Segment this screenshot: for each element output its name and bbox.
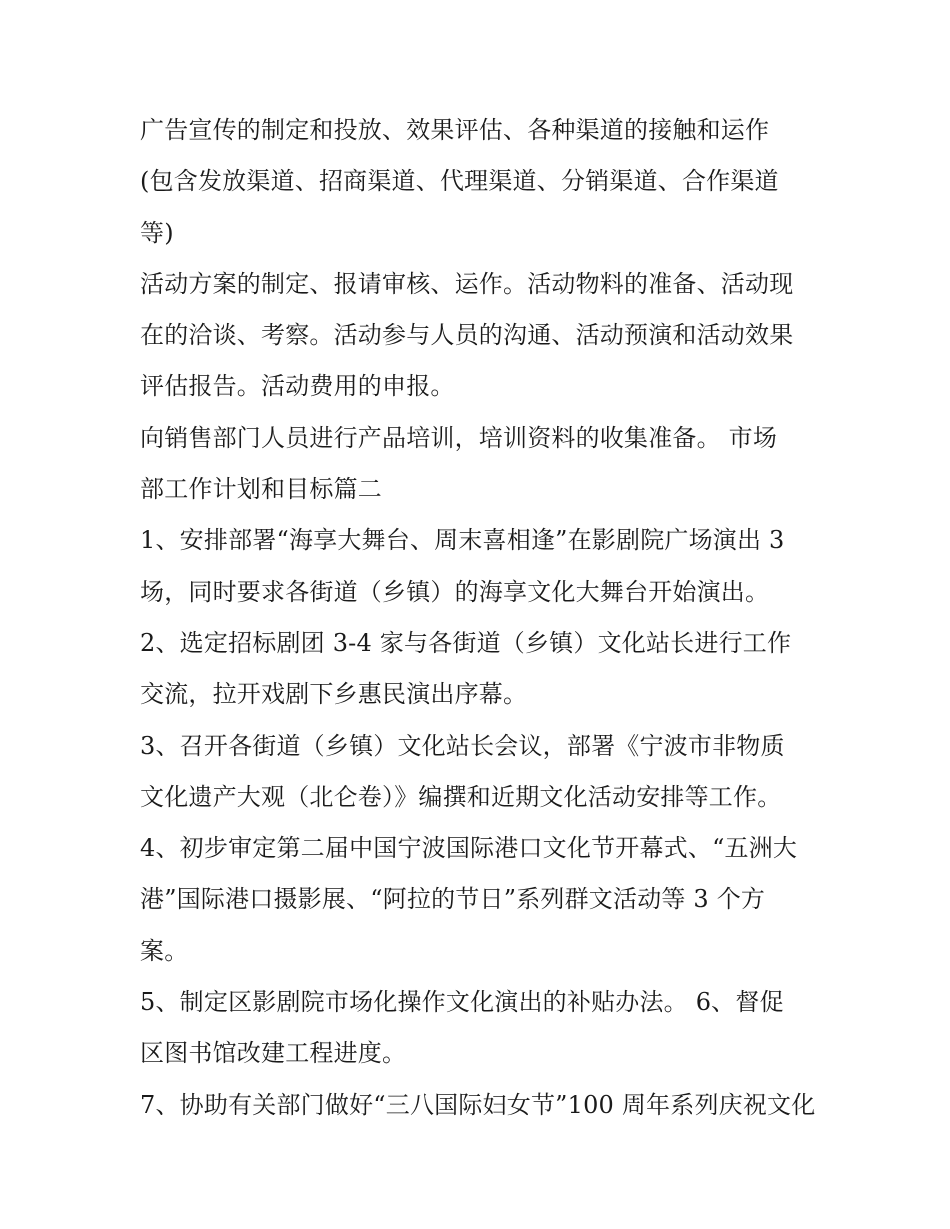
text-line: 区图书馆改建工程进度。: [140, 1039, 407, 1068]
text-line: 场，同时要求各街道（乡镇）的海享文化大舞台开始演出。: [140, 577, 770, 606]
text-line: (包含发放渠道、招商渠道、代理渠道、分销渠道、合作渠道: [140, 167, 779, 196]
text-line: 文化遗产大观（北仑卷）》编撰和近期文化活动安排等工作。: [140, 782, 782, 811]
text-line: 评估报告。活动费用的申报。: [140, 372, 455, 401]
text-line: 7、协助有关部门做好“三八国际妇女节”100 周年系列庆祝文化: [140, 1090, 816, 1119]
text-line: 在的洽谈、考察。活动参与人员的沟通、活动预演和活动效果: [140, 321, 794, 350]
text-line: 1、安排部署“海享大舞台、周末喜相逢”在影剧院广场演出 3: [140, 526, 785, 555]
text-line: 向销售部门人员进行产品培训，培训资料的收集准备。 市场: [140, 423, 778, 452]
text-line: 5、制定区影剧院市场化操作文化演出的补贴办法。 6、督促: [140, 988, 784, 1017]
text-line: 交流，拉开戏剧下乡惠民演出序幕。: [140, 680, 528, 709]
text-line: 3、召开各街道（乡镇）文化站长会议，部署《宁波市非物质: [140, 731, 785, 760]
text-line: 广告宣传的制定和投放、效果评估、各种渠道的接触和运作: [140, 116, 770, 144]
text-line: 部工作计划和目标篇二: [140, 475, 382, 504]
text-line: 等): [140, 218, 174, 247]
text-line: 活动方案的制定、报请审核、运作。活动物料的准备、活动现: [140, 269, 794, 298]
text-line: 2、选定招标剧团 3-4 家与各街道（乡镇）文化站长进行工作: [140, 628, 792, 657]
text-line: 港”国际港口摄影展、“阿拉的节日”系列群文活动等 3 个方: [140, 885, 766, 914]
text-line: 案。: [140, 936, 189, 965]
document-body: [140, 105, 830, 1131]
text-line: 4、初步审定第二届中国宁波国际港口文化节开幕式、“五洲大: [140, 834, 798, 863]
